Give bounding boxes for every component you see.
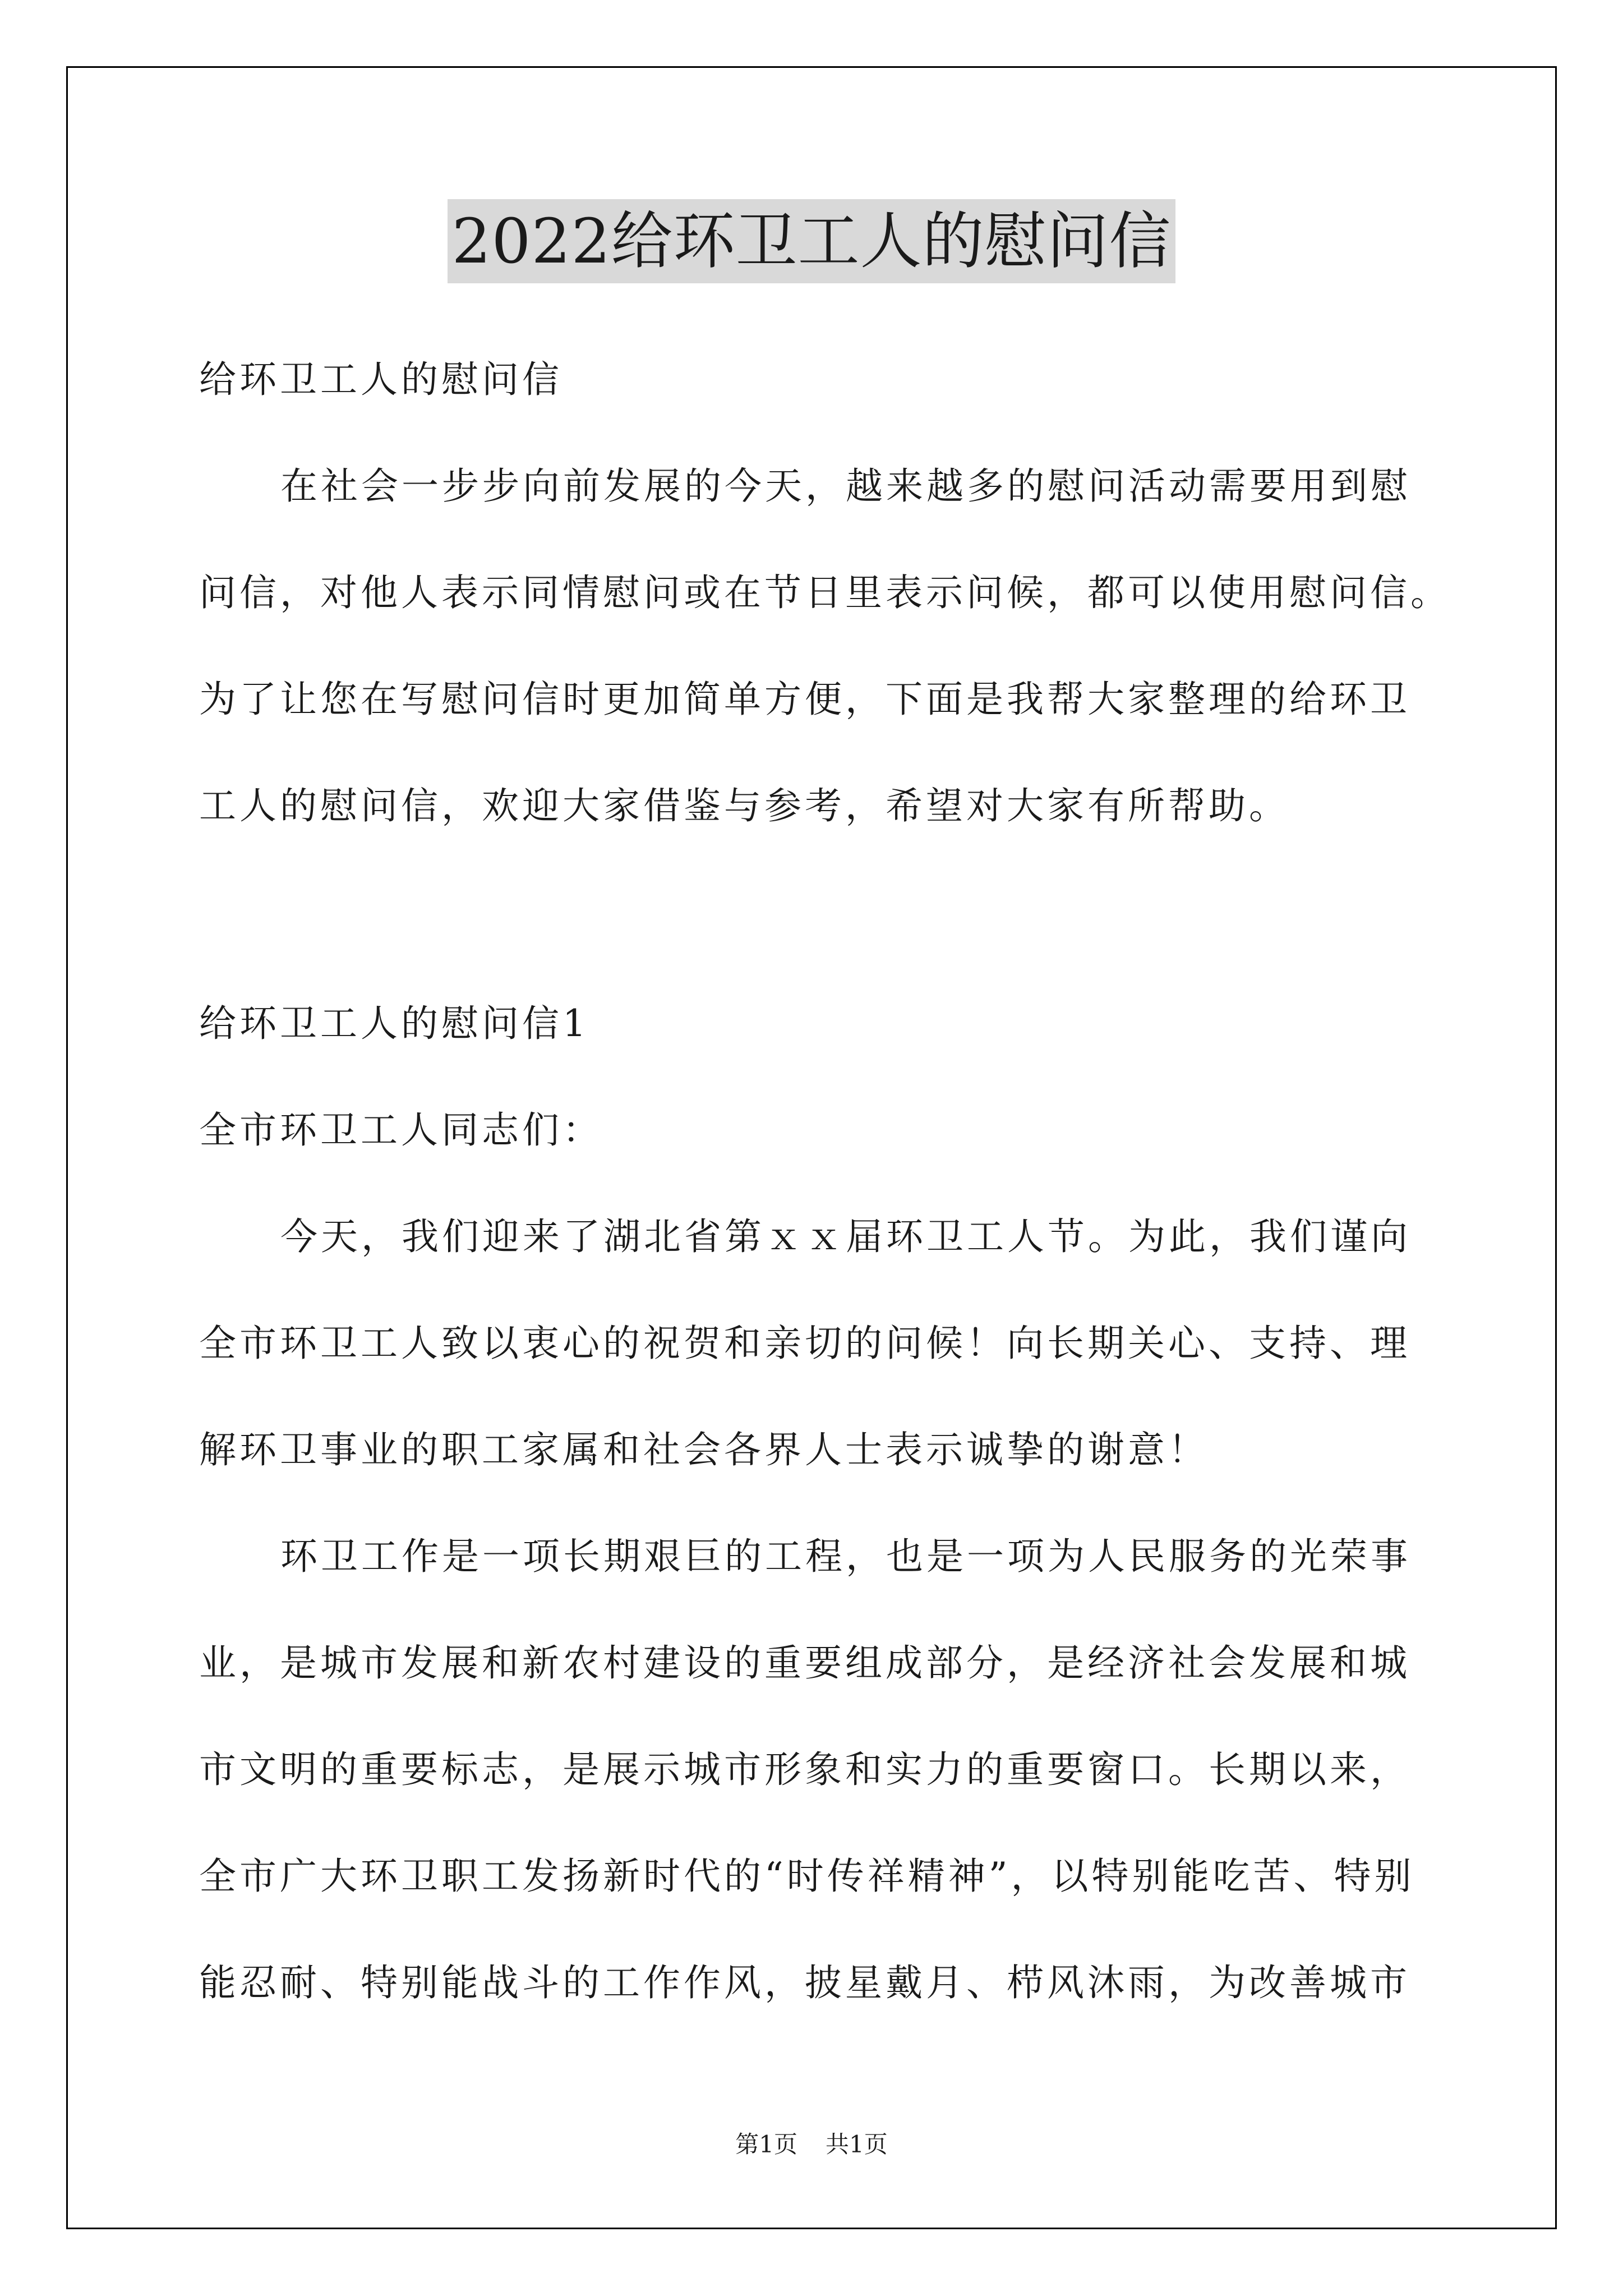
salutation: 全市环卫工人同志们： (199, 1108, 603, 1152)
section-heading: 给环卫工人的慰问信 (199, 358, 562, 401)
document-title: 2022给环卫工人的慰问信 (448, 199, 1176, 283)
page-footer (0, 2129, 1623, 2160)
paragraph-line: 今天，我们迎来了湖北省第ｘｘ届环卫工人节。为此，我们谨向 (280, 1215, 1411, 1258)
section-heading: 给环卫工人的慰问信1 (199, 1002, 589, 1045)
paragraph-line: 为了让您在写慰问信时更加简单方便，下面是我帮大家整理的给环卫 (199, 678, 1410, 721)
total-pages: 共1页 (826, 2131, 888, 2158)
page-number: 第1页 (735, 2131, 797, 2158)
paragraph-line: 市文明的重要标志，是展示城市形象和实力的重要窗口。长期以来， (199, 1748, 1410, 1791)
paragraph-line: 环卫工作是一项长期艰巨的工程，也是一项为人民服务的光荣事 (280, 1535, 1411, 1578)
paragraph-line: 全市广大环卫职工发扬新时代的“时传祥精神”，以特别能吃苦、特别 (199, 1855, 1415, 1898)
paragraph-line: 工人的慰问信，欢迎大家借鉴与参考，希望对大家有所帮助。 (199, 784, 1289, 827)
paragraph-line: 问信，对他人表示同情慰问或在节日里表示问候，都可以使用慰问信。 (199, 571, 1451, 614)
paragraph-line: 能忍耐、特别能战斗的工作作风，披星戴月、栉风沐雨，为改善城市 (199, 1961, 1410, 2004)
title-container (0, 199, 1623, 283)
paragraph-line: 解环卫事业的职工家属和社会各界人士表示诚挚的谢意！ (199, 1428, 1209, 1471)
paragraph-line: 在社会一步步向前发展的今天，越来越多的慰问活动需要用到慰 (280, 464, 1411, 508)
paragraph-line: 全市环卫工人致以衷心的祝贺和亲切的问候！向长期关心、支持、理 (199, 1322, 1410, 1365)
paragraph-line: 业，是城市发展和新农村建设的重要组成部分，是经济社会发展和城 (199, 1641, 1410, 1685)
